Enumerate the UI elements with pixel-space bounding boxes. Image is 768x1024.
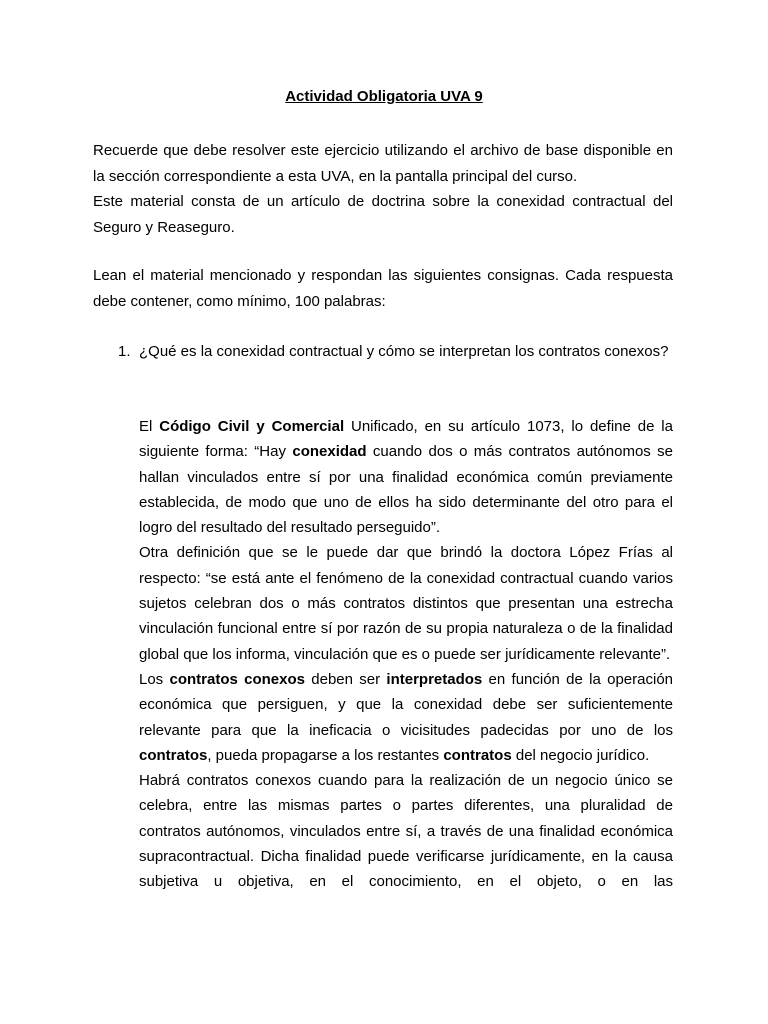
intro-paragraph-2: Este material consta de un artículo de doctrina sobre la conexidad contractual del Seguro y Reaseguro. [93, 193, 673, 236]
answer-p3-text-i: del negocio jurídico. [511, 746, 650, 764]
answer-paragraph-4: Habrá contratos conexos cuando para la realización de un negocio único se celebra, entre las mismas partes o partes diferentes, una pluralidad de contratos autónomos, vinculados entre sí, a través de una finalidad económica supracontractual. Dicha finalidad puede verificarse jurídicamente, en la causa subjetiva u objetiva, en el conocimiento, en el objeto, o en las [139, 772, 673, 891]
intro-section [93, 138, 673, 240]
page-title: Actividad Obligatoria UVA 9 [285, 88, 483, 105]
answer-p1-text-a: El [139, 418, 160, 435]
answer-section [139, 414, 673, 895]
answer-p3-text-e: en función de la operación económica que persiguen, y que la conexidad debe ser suficientemente relevante para que la ineficacia o vicisitudes padecidas por uno de los [139, 670, 673, 739]
answer-p1-bold-codigo: Código Civil y Comercial [159, 418, 345, 435]
question-1 [139, 339, 673, 364]
answer-p3-bold-contratos-1: contratos [139, 746, 208, 764]
question-text: ¿Qué es la conexidad contractual y cómo se interpretan los contratos conexos? [139, 343, 669, 360]
answer-p3-text-g: , pueda propagarse a los restantes [207, 746, 444, 764]
answer-p1-text-e: cuando dos o más contratos autónomos se hallan vinculados entre sí por una finalidad económica común previamente establecida, de modo que uno de ellos ha sido determinante del otro para el logro del resultado del resultado perseguido”. [139, 443, 673, 537]
answer-p3-bold-contratos-conexos: contratos conexos [169, 670, 305, 688]
answer-p1-bold-conexidad: conexidad [292, 443, 367, 461]
answer-p1-text-c: Unificado, en su artículo 1073, lo define de la siguiente forma: “Hay [139, 418, 673, 461]
answer-paragraph-3 [139, 667, 673, 768]
answer-p3-bold-interpretados: interpretados [386, 670, 483, 688]
question-number: 1. [118, 343, 131, 360]
answer-p3-bold-contratos-2: contratos [443, 746, 512, 764]
instructions-section [93, 263, 673, 314]
answer-p3-text-a: Los [139, 670, 170, 688]
intro-paragraph-1: Recuerde que debe resolver este ejercicio utilizando el archivo de base disponible en la sección correspondiente a esta UVA, en la pantalla principal del curso. [93, 142, 673, 185]
answer-p3-text-c: deben ser [304, 670, 387, 688]
instructions-paragraph: Lean el material mencionado y respondan las siguientes consignas. Cada respuesta debe contener, como mínimo, 100 palabras: [93, 267, 673, 310]
answer-paragraph-1 [139, 414, 673, 540]
answer-paragraph-2: Otra definición que se le puede dar que brindó la doctora López Frías al respecto: “se está ante el fenómeno de la conexidad contractual cuando varios sujetos celebran dos o más contratos distintos que presentan una estrecha vinculación funcional entre sí por razón de su propia naturaleza o de la finalidad global que los informa, vinculación que es o puede ser jurídicamente relevante”. [139, 544, 673, 663]
